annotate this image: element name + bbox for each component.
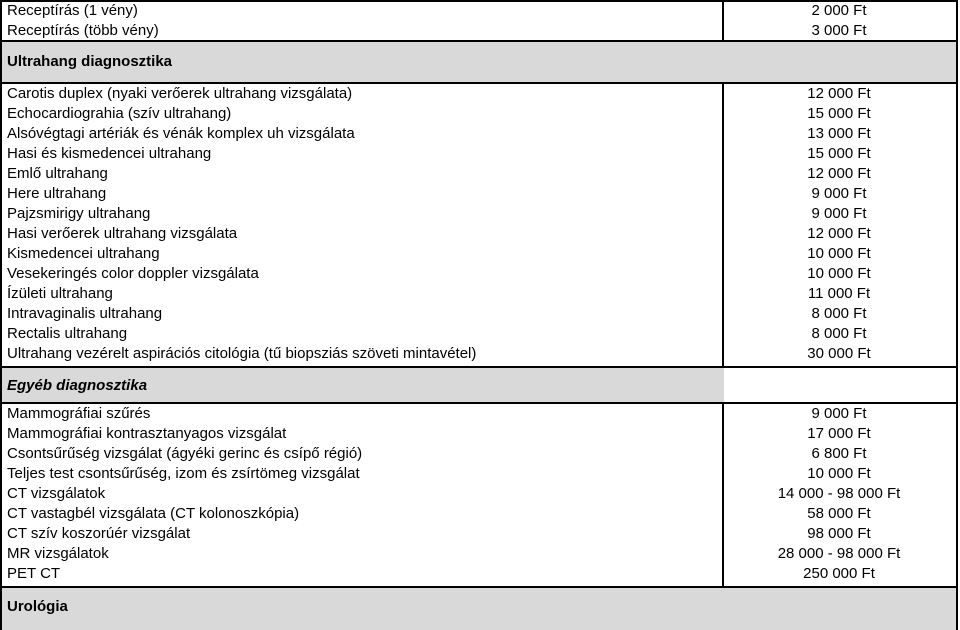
other-rows — [2, 404, 956, 584]
service-price: 2 000 Ft — [811, 2, 867, 19]
service-name: CT vastagbél vizsgálata (CT kolonoszkópia) — [7, 505, 300, 522]
table-row — [2, 404, 956, 424]
table-row — [2, 84, 956, 104]
service-price: 12 000 Ft — [807, 225, 871, 242]
service-name: Alsóvégtagi artériák és vénák komplex uh vizsgálata — [7, 125, 355, 142]
table-row — [2, 344, 956, 364]
service-price: 12 000 Ft — [807, 165, 871, 182]
service-name: PET CT — [7, 565, 61, 582]
table-row — [2, 564, 956, 584]
table-row — [2, 284, 956, 304]
table-row — [2, 544, 956, 564]
service-price: 13 000 Ft — [807, 125, 871, 142]
service-name: Receptírás (1 vény) — [7, 2, 138, 19]
table-row — [2, 204, 956, 224]
service-name: Ultrahang vezérelt aspirációs citológia (tű biopsziás szöveti mintavétel) — [7, 345, 477, 362]
service-price: 8 000 Ft — [811, 305, 867, 322]
service-name: Csontsűrűség vizsgálat (ágyéki gerinc és csípő régió) — [7, 445, 363, 462]
table-row — [2, 1, 956, 21]
service-name: Emlő ultrahang — [7, 165, 108, 182]
table-row — [2, 244, 956, 264]
table-row — [2, 464, 956, 484]
table-row — [2, 264, 956, 284]
ultrasound-rows — [2, 84, 956, 364]
section-title: Urológia — [7, 598, 68, 615]
table-row — [2, 304, 956, 324]
section-title: Ultrahang diagnosztika — [7, 53, 173, 70]
section-header-urology — [2, 586, 956, 630]
service-price: 28 000 - 98 000 Ft — [777, 545, 901, 562]
service-name: CT szív koszorúér vizsgálat — [7, 525, 191, 542]
service-price: 3 000 Ft — [811, 22, 867, 39]
service-name: Teljes test csontsűrűség, izom és zsírtömeg vizsgálat — [7, 465, 360, 482]
service-price: 98 000 Ft — [807, 525, 871, 542]
service-name: MR vizsgálatok — [7, 545, 109, 562]
service-price: 15 000 Ft — [807, 105, 871, 122]
section-right-cell — [724, 368, 956, 402]
service-name: Rectalis ultrahang — [7, 325, 128, 342]
section-header-other — [2, 366, 956, 404]
service-price: 10 000 Ft — [807, 245, 871, 262]
service-name: Echocardiograhia (szív ultrahang) — [7, 105, 232, 122]
section-header-ultrasound — [2, 40, 956, 84]
service-price: 30 000 Ft — [807, 345, 871, 362]
service-name: Receptírás (több vény) — [7, 22, 159, 39]
service-price: 11 000 Ft — [807, 285, 871, 302]
section-title: Egyéb diagnosztika — [7, 377, 148, 394]
service-name: Here ultrahang — [7, 185, 107, 202]
service-price: 9 000 Ft — [811, 185, 867, 202]
table-row — [2, 424, 956, 444]
top-rows — [2, 1, 956, 41]
service-name: Ízületi ultrahang — [7, 285, 113, 302]
service-price: 58 000 Ft — [807, 505, 871, 522]
table-row — [2, 224, 956, 244]
table-row — [2, 524, 956, 544]
service-name: Mammográfiai szűrés — [7, 405, 151, 422]
table-row — [2, 21, 956, 41]
service-name: CT vizsgálatok — [7, 485, 106, 502]
table-row — [2, 104, 956, 124]
service-price: 9 000 Ft — [811, 205, 867, 222]
service-name: Hasi és kismedencei ultrahang — [7, 145, 212, 162]
section-right-cell — [724, 42, 956, 82]
table-row — [2, 444, 956, 464]
table-row — [2, 324, 956, 344]
service-price: 12 000 Ft — [807, 85, 871, 102]
table-row — [2, 144, 956, 164]
table-row — [2, 164, 956, 184]
service-name: Hasi verőerek ultrahang vizsgálata — [7, 225, 238, 242]
service-price: 10 000 Ft — [807, 465, 871, 482]
service-name: Vesekeringés color doppler vizsgálata — [7, 265, 259, 282]
service-name: Mammográfiai kontrasztanyagos vizsgálat — [7, 425, 287, 442]
service-price: 14 000 - 98 000 Ft — [777, 485, 901, 502]
service-name: Intravaginalis ultrahang — [7, 305, 163, 322]
service-price: 6 800 Ft — [811, 445, 867, 462]
service-name: Carotis duplex (nyaki verőerek ultrahang vizsgálata) — [7, 85, 353, 102]
service-price: 10 000 Ft — [807, 265, 871, 282]
service-price: 17 000 Ft — [807, 425, 871, 442]
table-row — [2, 184, 956, 204]
table-row — [2, 504, 956, 524]
service-price: 8 000 Ft — [811, 325, 867, 342]
table-row — [2, 124, 956, 144]
table-row — [2, 484, 956, 504]
service-name: Pajzsmirigy ultrahang — [7, 205, 151, 222]
service-name: Kismedencei ultrahang — [7, 245, 160, 262]
service-price: 9 000 Ft — [811, 405, 867, 422]
service-price: 15 000 Ft — [807, 145, 871, 162]
section-right-cell — [724, 588, 956, 630]
service-price: 250 000 Ft — [803, 565, 875, 582]
